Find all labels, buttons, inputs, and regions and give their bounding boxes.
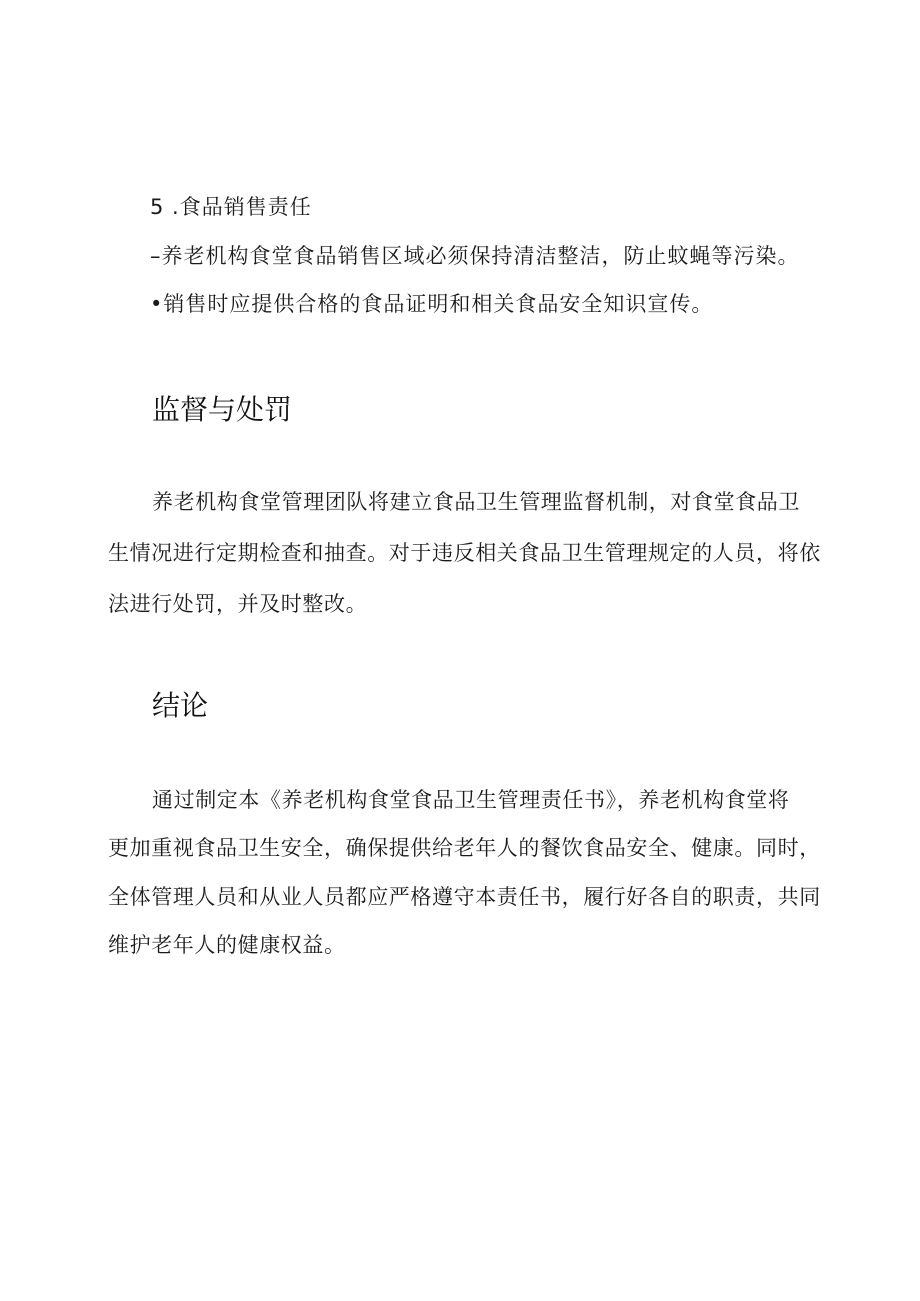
- list-item-title: 5 .食品销售责任: [150, 195, 312, 219]
- paragraph-line: 全体管理人员和从业人员都应严格遵守本责任书，履行好各自的职责，共同: [108, 885, 821, 909]
- section-heading-supervision: 监督与处罚: [152, 393, 293, 426]
- paragraph-line: 维护老年人的健康权益。: [108, 933, 346, 957]
- list-item: •销售时应提供合格的食品证明和相关食品安全知识宣传。: [150, 292, 714, 316]
- paragraph-line: 养老机构食堂管理团队将建立食品卫生管理监督机制，对食堂食品卫: [152, 490, 800, 514]
- paragraph-line: 生情况进行定期检查和抽查。对于违反相关食品卫生管理规定的人员，将依: [108, 541, 821, 565]
- section-heading-conclusion: 结论: [152, 689, 209, 722]
- list-item: –养老机构食堂食品销售区域必须保持清洁整洁，防止蚊蝇等污染。: [150, 244, 800, 268]
- paragraph-line: 法进行处罚，并及时整改。: [108, 592, 368, 616]
- paragraph-line: 通过制定本《养老机构食堂食品卫生管理责任书》，养老机构食堂将: [152, 788, 790, 812]
- paragraph-line: 更加重视食品卫生安全，确保提供给老年人的餐饮食品安全、健康。同时，: [108, 836, 821, 860]
